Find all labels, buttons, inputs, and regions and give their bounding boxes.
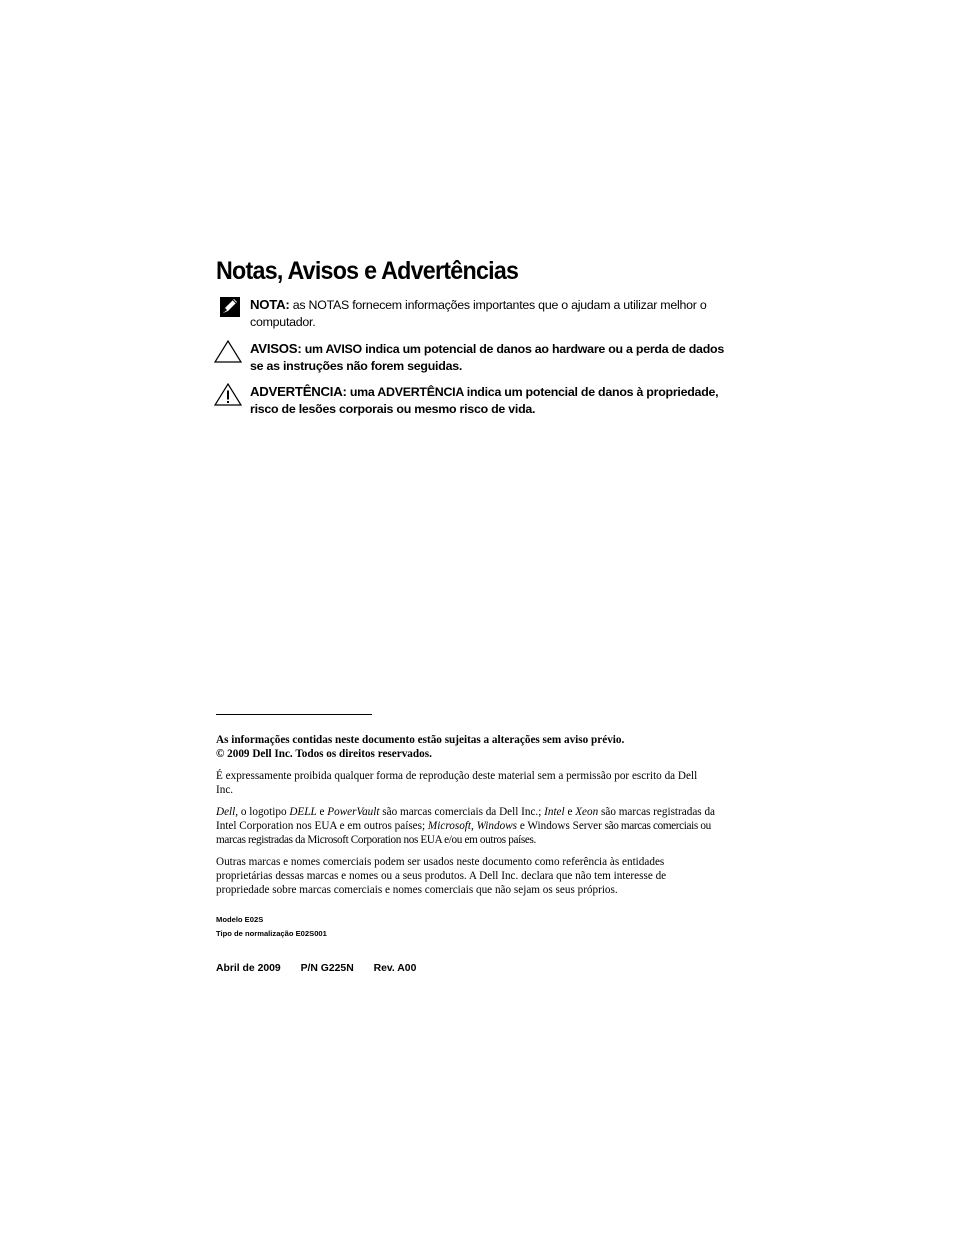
footer-divider [216, 714, 372, 715]
warning-exclamation-triangle-icon [214, 383, 242, 407]
model-line: Modelo E02S [216, 915, 264, 924]
model-info [216, 913, 327, 941]
trademark-intel: Intel [544, 806, 565, 818]
trademark-text: , o logotipo [235, 806, 290, 818]
note-label: NOTA: [250, 297, 290, 312]
part-number: P/N G225N [300, 963, 354, 974]
warning-text-block [250, 383, 728, 418]
trademark-text: são marcas registradas da Intel Corporation nos EUA e em outros países; [216, 806, 715, 832]
note-text: as NOTAS fornecem informações importantes que o ajudam a utilizar melhor o computador. [250, 298, 707, 329]
document-date: Abril de 2009 [216, 963, 281, 974]
trademark-dell: Dell [216, 806, 236, 818]
caution-label: AVISOS: [250, 341, 302, 356]
regulatory-type-line: Tipo de normalização E02S001 [216, 929, 327, 938]
trademark-windows: Windows [476, 820, 518, 832]
trademark-dell-logo: DELL [289, 806, 317, 818]
note-text-block [250, 296, 728, 331]
trademark-notice [216, 805, 716, 847]
revision: Rev. A00 [373, 963, 417, 974]
change-notice: As informações contidas neste documento estão sujeitas a alterações sem aviso prévio. [216, 734, 625, 746]
legal-block [216, 733, 716, 897]
trademark-text: e [564, 806, 576, 818]
document-info [216, 961, 416, 977]
reproduction-notice: É expressamente proibida qualquer forma de reprodução deste material sem a permissão por escrito da Dell Inc. [216, 770, 698, 796]
pencil-note-icon [214, 296, 242, 320]
trademark-xeon: Xeon [575, 806, 599, 818]
trademark-text: e [316, 806, 328, 818]
trademark-powervault: PowerVault [327, 806, 380, 818]
caution-text-block [250, 340, 728, 375]
warning-label: ADVERTÊNCIA: [250, 384, 347, 399]
warning-text: uma ADVERTÊNCIA indica um potencial de danos à propriedade, risco de lesões corporais ou mesmo risco de vida. [250, 385, 719, 416]
trademark-text: são marcas comerciais da Dell Inc.; [379, 806, 545, 818]
copyright-line: © 2009 Dell Inc. Todos os direitos reservados. [216, 748, 432, 760]
trademark-text: são marcas comerciais ou marcas registradas da Microsoft Corporation nos EUA e/ou em outros países. [216, 820, 711, 846]
page-title: Notas, Avisos e Advertências [216, 257, 519, 285]
other-marks-notice: Outras marcas e nomes comerciais podem ser usados neste documento como referência às entidades proprietárias dessas marcas e nomes ou a seus produtos. A Dell Inc. declara que não tem interesse de propriedade sobre marcas comerciais e nomes comerciais que não sejam os seus próprios. [216, 856, 667, 896]
trademark-microsoft: Microsoft [427, 820, 472, 832]
caution-triangle-icon [214, 340, 242, 364]
trademark-text: , [471, 820, 477, 832]
trademark-text: e Windows Server [517, 820, 605, 832]
caution-text: um AVISO indica um potencial de danos ao hardware ou a perda de dados se as instruções não forem seguidas. [250, 342, 724, 373]
